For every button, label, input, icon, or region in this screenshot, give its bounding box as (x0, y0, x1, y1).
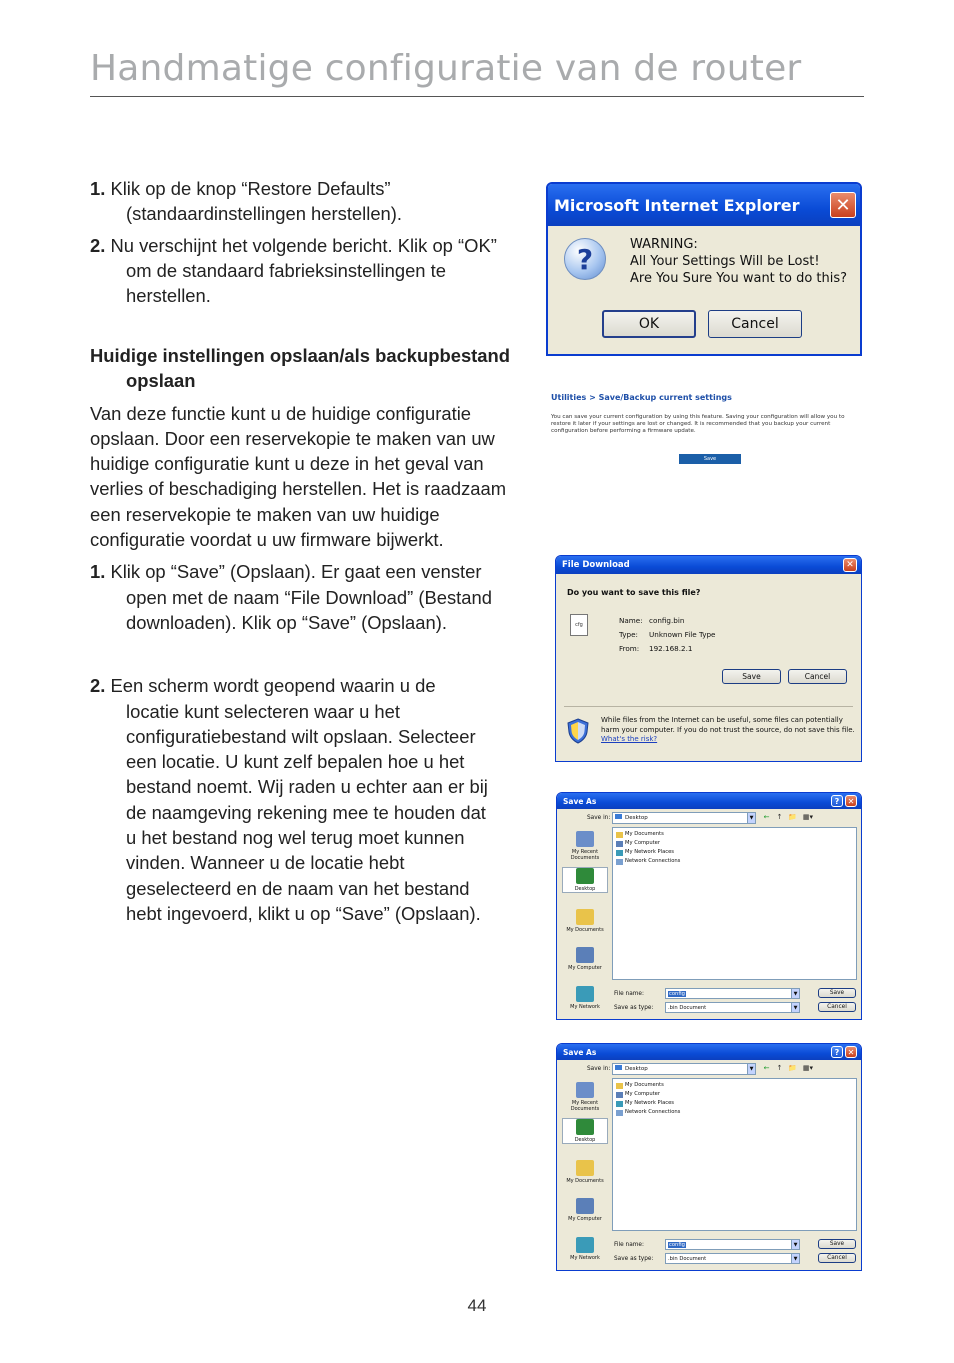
file-list (612, 1078, 857, 1231)
step-text: Klik op “Save” (Opslaan). Er gaat een venster open met de naam “File Download” (Bestand downloaden). Klik op “Save” (Opslaan). (105, 561, 492, 633)
item-label: My Network Places (625, 1100, 674, 1106)
dialog-titlebar (557, 1044, 861, 1060)
close-icon[interactable]: ✕ (830, 192, 856, 218)
shield-icon (567, 718, 589, 744)
title-divider (90, 96, 864, 97)
up-folder-icon[interactable]: ↑ (776, 1064, 783, 1072)
close-icon[interactable]: ✕ (845, 1046, 857, 1058)
dialog-titlebar (557, 793, 861, 809)
save-button[interactable]: Save (818, 1239, 856, 1249)
save-as-type-value: .bin Document (668, 1255, 707, 1262)
ie-confirm-dialog (546, 182, 862, 356)
place-label: My Computer (568, 1216, 602, 1222)
from-label: From: (619, 644, 640, 653)
recent-documents-icon (576, 831, 594, 847)
desktop-icon (615, 814, 622, 819)
save-as-type-select[interactable] (665, 1253, 800, 1264)
chevron-down-icon[interactable]: ▼ (791, 1003, 799, 1012)
toolbar (762, 813, 815, 821)
chevron-down-icon[interactable]: ▼ (747, 813, 755, 823)
step-number: 2. (90, 675, 106, 697)
utilities-panel (551, 393, 861, 462)
save-as-type-select[interactable] (665, 1002, 800, 1013)
new-folder-icon[interactable]: 📁 (788, 1064, 797, 1072)
views-menu-icon[interactable]: ▦▾ (802, 813, 814, 821)
my-documents-icon (576, 909, 594, 925)
place-label: My Documents (566, 1178, 604, 1184)
save-as-type-label: Save as type: (614, 1256, 654, 1262)
file-icon: cfg (570, 614, 588, 636)
list-item[interactable] (616, 857, 853, 866)
save-in-combo[interactable] (612, 812, 756, 824)
toolbar (762, 1064, 815, 1072)
restore-steps (90, 176, 510, 308)
chevron-down-icon[interactable]: ▼ (791, 1254, 799, 1263)
my-computer-icon (576, 1198, 594, 1214)
list-item[interactable] (616, 1099, 853, 1108)
file-name-label: File name: (614, 991, 644, 997)
dialog-title: Microsoft Internet Explorer (554, 195, 800, 215)
place-my-computer[interactable] (562, 1198, 608, 1222)
list-item[interactable] (616, 830, 853, 839)
type-label: Type: (619, 630, 638, 639)
section-heading: Huidige instellingen opslaan/als backupbestand opslaan (90, 345, 511, 392)
step-text: Een scherm wordt geopend waarin u de locatie kunt selecteren waar u het configuratiebestand wilt opslaan. Selecteer een locatie. U kunt zelf bepalen hoe u het bestand noemt. Wij raden u echter aan er bij de naamgeving rekening mee te houden dat u het bestand nog wel terug moet kunnen vinden. Wanneer u de locatie hebt geselecteerd en de naam van het bestand hebt ingevoerd, klikt u op “Save” (Opslaan). (105, 675, 488, 924)
list-item[interactable] (616, 1090, 853, 1099)
cancel-button[interactable]: Cancel (818, 1253, 856, 1263)
save-in-label: Save in: (587, 815, 611, 821)
place-label: Desktop (574, 1137, 596, 1143)
file-name-input[interactable] (665, 1239, 800, 1250)
item-label: Network Connections (625, 858, 681, 864)
file-name-input[interactable] (665, 988, 800, 999)
place-my-network[interactable] (562, 986, 608, 1010)
desktop-icon (576, 1119, 594, 1135)
place-recent-documents[interactable] (562, 1082, 608, 1112)
up-folder-icon[interactable]: ↑ (776, 813, 783, 821)
divider (564, 706, 853, 707)
save-as-dialog (556, 1043, 862, 1271)
dialog-titlebar (548, 184, 860, 226)
recent-documents-icon (576, 1082, 594, 1098)
utilities-description: You can save your current configuration by using this feature. Saving your configuration will allow you to restore it later if your settings are lost or changed. It is recommended that you backup your current configuration before performing a firmware update. (551, 414, 845, 434)
place-label: My Documents (566, 927, 604, 933)
folder-icon (616, 1083, 623, 1089)
network-connections-icon (616, 1110, 623, 1116)
item-label: Network Connections (625, 1109, 681, 1115)
chevron-down-icon[interactable]: ▼ (791, 1240, 799, 1249)
my-network-icon (576, 1237, 594, 1253)
download-question: Do you want to save this file? (567, 588, 701, 597)
dialog-title: Save As (563, 1047, 597, 1057)
save-as-dialog (556, 792, 862, 1020)
save-button[interactable]: Save (679, 454, 741, 464)
backup-section (90, 343, 510, 926)
place-my-computer[interactable] (562, 947, 608, 971)
place-label: My Network (570, 1004, 600, 1010)
desktop-icon (576, 868, 594, 884)
warning-line-2: All Your Settings Will be Lost! (630, 254, 820, 269)
file-name-label: File name: (614, 1242, 644, 1248)
step-text: Klik op de knop “Restore Defaults” (standaardinstellingen herstellen). (105, 178, 403, 225)
network-icon (616, 850, 623, 856)
restore-step-1 (90, 176, 510, 227)
close-icon[interactable]: ✕ (845, 795, 857, 807)
ok-button[interactable]: OK (602, 310, 696, 338)
chevron-down-icon[interactable]: ▼ (747, 1064, 755, 1074)
item-label: My Documents (625, 831, 664, 837)
back-icon[interactable]: ← (763, 1064, 770, 1072)
step-number: 1. (90, 178, 106, 199)
new-folder-icon[interactable]: 📁 (788, 813, 797, 821)
risk-link[interactable]: What's the risk? (601, 735, 658, 743)
help-icon[interactable]: ? (831, 1046, 843, 1058)
save-button[interactable]: Save (722, 669, 781, 684)
network-connections-icon (616, 859, 623, 865)
save-button[interactable]: Save (818, 988, 856, 998)
breadcrumb: Utilities > Save/Backup current settings (551, 393, 732, 402)
back-icon[interactable]: ← (763, 813, 770, 821)
item-label: My Documents (625, 1082, 664, 1088)
place-label: My Recent Documents (570, 1100, 600, 1112)
my-network-icon (576, 986, 594, 1002)
network-icon (616, 1101, 623, 1107)
place-label: My Network (570, 1255, 600, 1261)
place-recent-documents[interactable] (562, 831, 608, 861)
place-desktop[interactable] (562, 1118, 608, 1144)
file-list (612, 827, 857, 980)
warning-line-1: WARNING: (630, 237, 698, 252)
warning-line-3: Are You Sure You want to do this? (630, 271, 848, 286)
cancel-button[interactable]: Cancel (708, 310, 802, 338)
views-menu-icon[interactable]: ▦▾ (802, 1064, 814, 1072)
name-value: config.bin (649, 616, 685, 625)
place-label: My Recent Documents (570, 849, 600, 861)
list-item[interactable] (616, 848, 853, 857)
step-number: 1. (90, 561, 106, 583)
item-label: My Computer (625, 840, 660, 846)
place-label: Desktop (574, 886, 596, 892)
save-in-combo[interactable] (612, 1063, 756, 1075)
step-text: Nu verschijnt het volgende bericht. Klik op “OK” om de standaard fabrieksinstellingen te herstellen. (105, 234, 497, 307)
save-as-type-label: Save as type: (614, 1005, 654, 1011)
warning-message (630, 236, 847, 287)
places-bar (562, 1078, 608, 1265)
cancel-button[interactable]: Cancel (818, 1002, 856, 1012)
list-item[interactable] (616, 1108, 853, 1117)
restore-step-2 (90, 233, 510, 309)
save-in-label: Save in: (587, 1066, 611, 1072)
chevron-down-icon[interactable]: ▼ (791, 989, 799, 998)
file-name-value: config (669, 990, 685, 997)
warning-text: While files from the Internet can be useful, some files can potentially harm your computer. If you do not trust the source, do not save this file. (601, 716, 855, 734)
list-item[interactable] (616, 1081, 853, 1090)
place-desktop[interactable] (562, 867, 608, 893)
my-documents-icon (576, 1160, 594, 1176)
file-details (619, 614, 715, 656)
save-as-type-value: .bin Document (668, 1004, 707, 1011)
backup-step-2 (90, 673, 490, 926)
from-value: 192.168.2.1 (649, 644, 693, 653)
place-my-documents[interactable] (562, 1160, 608, 1184)
dialog-title: Save As (563, 796, 597, 806)
computer-icon (616, 841, 623, 847)
cancel-button[interactable]: Cancel (788, 669, 847, 684)
file-download-dialog (555, 555, 862, 762)
name-label: Name: (619, 616, 643, 625)
dialog-titlebar (556, 556, 861, 574)
save-in-value: Desktop (625, 815, 648, 821)
step-number: 2. (90, 234, 106, 256)
backup-step-1 (90, 559, 510, 635)
folder-icon (616, 832, 623, 838)
computer-icon (616, 1092, 623, 1098)
dialog-title: File Download (562, 560, 630, 570)
help-icon[interactable]: ? (831, 795, 843, 807)
close-icon[interactable]: ✕ (843, 558, 857, 572)
section-intro: Van deze functie kunt u de huidige configuratie opslaan. Door een reservekopie te maken van uw huidige configuratie kunt u deze in het geval van verlies of beschadiging herstellen. Het is raadzaam een reservekopie te maken van uw huidige configuratie voordat u uw firmware bijwerkt. (90, 402, 507, 551)
page-number: 44 (467, 1296, 487, 1315)
place-my-network[interactable] (562, 1237, 608, 1261)
place-label: My Computer (568, 965, 602, 971)
page-title: Handmatige configuratie van de router (90, 48, 802, 89)
place-my-documents[interactable] (562, 909, 608, 933)
security-warning (601, 716, 856, 745)
question-icon: ? (564, 238, 606, 280)
my-computer-icon (576, 947, 594, 963)
save-in-value: Desktop (625, 1066, 648, 1072)
file-name-value: config (669, 1241, 685, 1248)
item-label: My Network Places (625, 849, 674, 855)
places-bar (562, 827, 608, 1014)
item-label: My Computer (625, 1091, 660, 1097)
list-item[interactable] (616, 839, 853, 848)
desktop-icon (615, 1065, 622, 1070)
type-value: Unknown File Type (649, 630, 716, 639)
